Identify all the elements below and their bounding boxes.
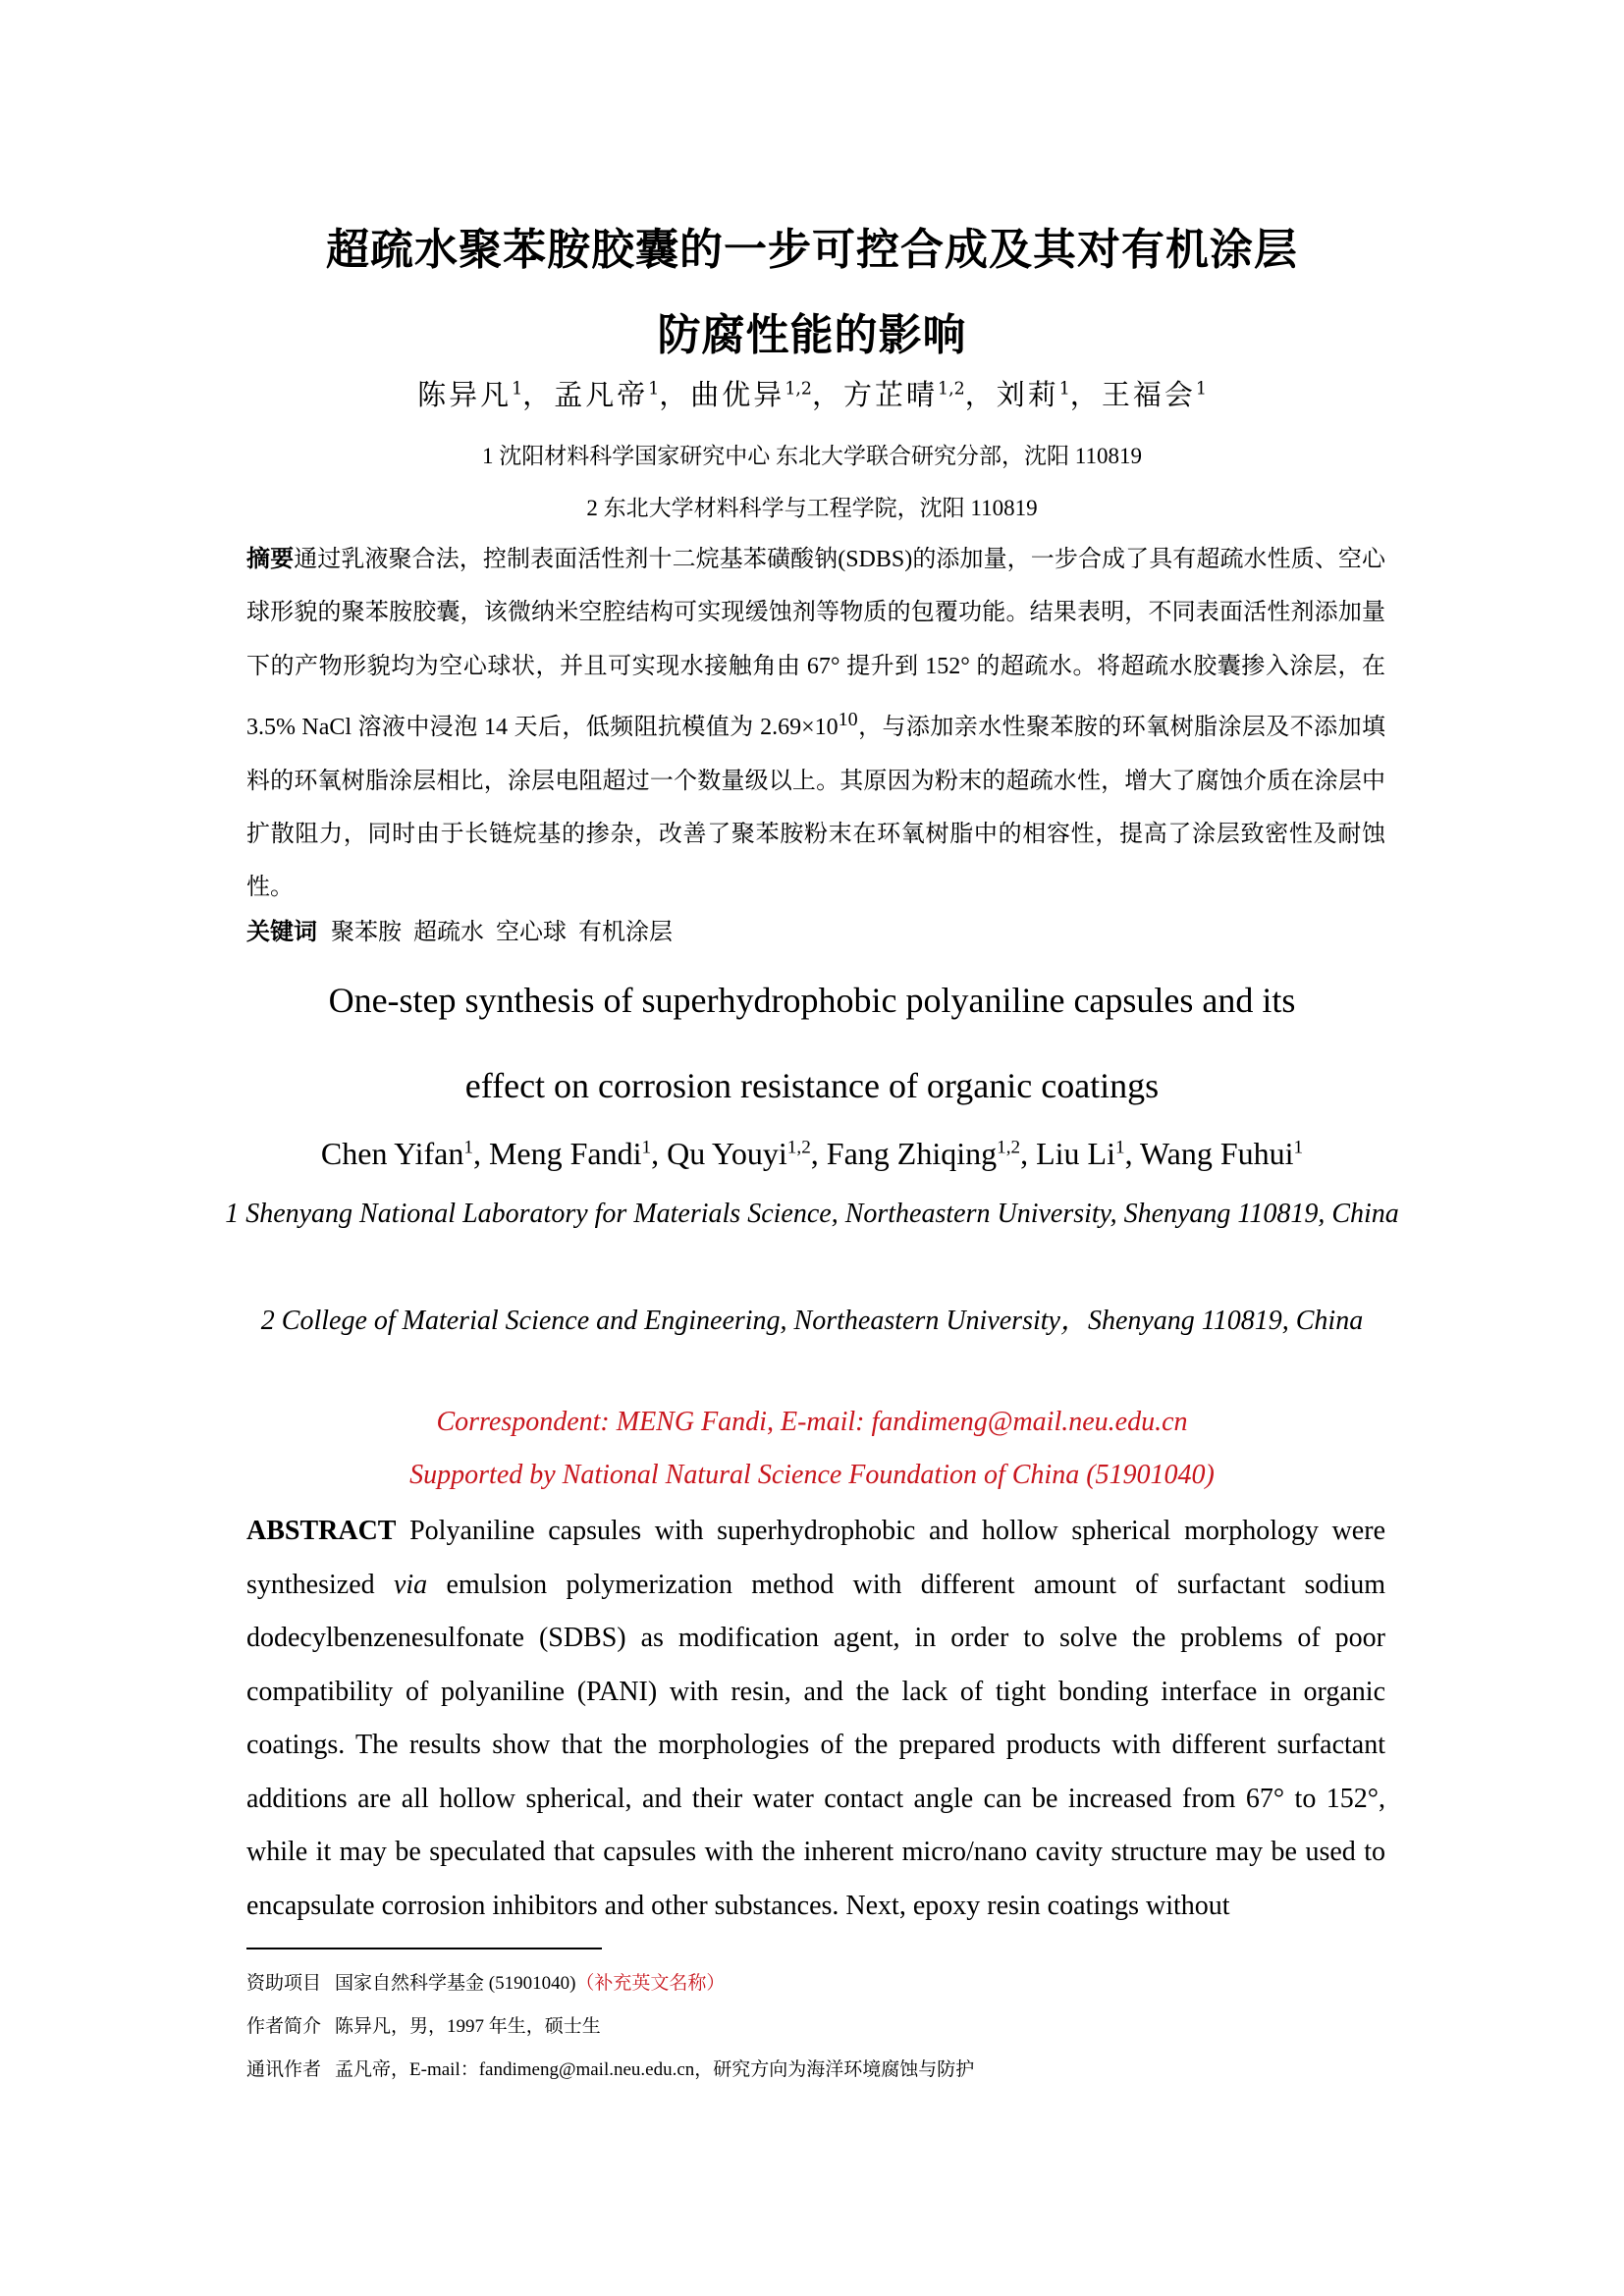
affiliation-en-1: 1 Shenyang National Laboratory for Materials Science, Northeastern University, Shenyang 110819, China [225,1199,1399,1229]
author-cn: 孟凡帝 [554,378,649,411]
footnote-label: 作者简介 [246,2016,322,2037]
keywords-cn-label: 关键词 [246,918,317,945]
author-cn: 陈异凡 [417,378,513,411]
keyword: 超疏水 [413,920,484,945]
footnote-bio [246,2011,601,2038]
author-separator: ， [659,378,691,411]
author-en-sup: 1,2 [786,1137,811,1158]
author-separator: ， [522,378,555,411]
author-cn-sup: 1 [1058,379,1070,400]
author-en-sup: 1 [463,1137,473,1158]
abstract-cn-label: 摘要 [246,545,295,572]
abstract-cn-exponent: 10 [838,709,858,731]
author-cn-sup: 1 [1195,379,1207,400]
author-en: Liu Li [1036,1136,1115,1171]
author-en-sup: 1,2 [997,1137,1021,1158]
title-cn-line-2: 防腐性能的影响 [657,310,967,360]
abstract-en-text: Polyaniline capsules with superhydrophobic and hollow spherical morphology were synthesized [246,1516,1385,1600]
affiliation-cn-2: 2 东北大学材料科学与工程学院，沈阳 110819 [586,496,1038,520]
abstract-en-text-cont: emulsion polymerization method with different amount of surfactant sodium dodecylbenzenesulfonate (SDBS) as modification agent, in order to solve the problems of poor compatibility of polyaniline (PANI) with resin, and the lack of tight bonding interface in organic coatings. The results show that the morphologies of the prepared products with different surfactant additions are all hollow spherical, and their water contact angle can be increased from 67° to 152°, while it may be speculated that capsules with the inherent micro/nano cavity structure may be used to encapsulate corrosion inhibitors and other substances. Next, epoxy resin coatings without [246,1569,1385,1921]
footnote-text: 国家自然科学基金 (51901040) [335,1973,576,1994]
footnote-funding [246,1968,725,1995]
authors-en [0,1136,1624,1172]
supported-line: Supported by National Natural Science Foundation of China (51901040) [409,1460,1215,1490]
author-cn-sup: 1,2 [938,379,965,400]
author-cn-sup: 1 [648,379,660,400]
author-cn-sup: 1 [512,379,523,400]
keywords-cn [246,905,1385,959]
abstract-cn-text-cont: ，与添加亲水性聚苯胺的环氧树脂涂层及不添加填料的环氧树脂涂层相比，涂层电阻超过一个数量级以上。其原因为粉末的超疏水性，增大了腐蚀介质在涂层中扩散阻力，同时由于长链烷基的掺杂，改善了聚苯胺粉末在环氧树脂中的相容性，提高了涂层致密性及耐蚀性。 [246,715,1386,901]
footnote-note: （补充英文名称） [575,1973,726,1994]
abstract-en [246,1505,1385,1933]
footnote-label: 资助项目 [246,1973,322,1994]
author-separator: ， [1069,378,1102,411]
abstract-cn [246,532,1385,915]
abstract-en-label: ABSTRACT [246,1516,397,1546]
author-separator: , [1124,1136,1140,1171]
author-separator: , [1020,1136,1037,1171]
keyword: 空心球 [496,920,567,945]
abstract-cn-text: 通过乳液聚合法，控制表面活性剂十二烷基苯磺酸钠(SDBS)的添加量，一步合成了具有超疏水性质、空心球形貌的聚苯胺胶囊，该微纳米空腔结构可实现缓蚀剂等物质的包覆功能。结果表明，不同表面活性剂添加量下的产物形貌均为空心球状，并且可实现水接触角由 67° 提升到 152° 的超疏水。将超疏水胶囊掺入涂层，在 3.5% NaCl 溶液中浸泡 14 天后，低频阻抗模值为 2.69×10 [246,547,1385,741]
title-en-line-1: One-step synthesis of superhydrophobic polyaniline capsules and its [328,981,1296,1020]
abstract-en-italic: via [393,1569,428,1600]
author-en: Fang Zhiqing [826,1136,998,1171]
author-en-sup: 1 [1293,1137,1304,1158]
authors-cn [0,373,1624,413]
correspondent-line: Correspondent: MENG Fandi, E-mail: fandimeng@mail.neu.edu.cn [436,1407,1188,1437]
author-cn-sup: 1,2 [785,379,812,400]
affiliation-cn-1: 1 沈阳材料科学国家研究中心 东北大学联合研究分部，沈阳 110819 [482,444,1142,468]
author-separator: ， [811,378,843,411]
author-en: Qu Youyi [667,1136,787,1171]
author-en-sup: 1 [1114,1137,1125,1158]
footnote-text: 陈异凡，男，1997 年生，硕士生 [335,2016,601,2037]
author-en: Chen Yifan [320,1136,464,1171]
affiliation-en-2: 2 College of Material Science and Engineering, Northeastern University，Shenyang 110819, China [260,1306,1364,1336]
author-cn: 曲优异 [690,378,785,411]
title-cn-line-1: 超疏水聚苯胺胶囊的一步可控合成及其对有机涂层 [326,225,1298,275]
author-separator: , [472,1136,489,1171]
author-cn: 刘莉 [996,378,1059,411]
author-separator: , [651,1136,668,1171]
author-en-sup: 1 [641,1137,652,1158]
footnote-corresponding [246,2055,974,2081]
footnote-rule [246,1948,602,1949]
keyword: 聚苯胺 [331,920,402,945]
author-cn: 王福会 [1101,378,1196,411]
author-en: Meng Fandi [488,1136,642,1171]
author-separator: , [810,1136,827,1171]
title-en-line-2: effect on corrosion resistance of organic coatings [464,1066,1160,1105]
footnote-text: 孟凡帝，E-mail：fandimeng@mail.neu.edu.cn，研究方向为海洋环境腐蚀与防护 [335,2059,975,2080]
author-separator: ， [964,378,997,411]
author-cn: 方芷晴 [843,378,939,411]
keyword: 有机涂层 [578,920,673,945]
author-en: Wang Fuhui [1139,1136,1294,1171]
footnote-label: 通讯作者 [246,2059,322,2080]
